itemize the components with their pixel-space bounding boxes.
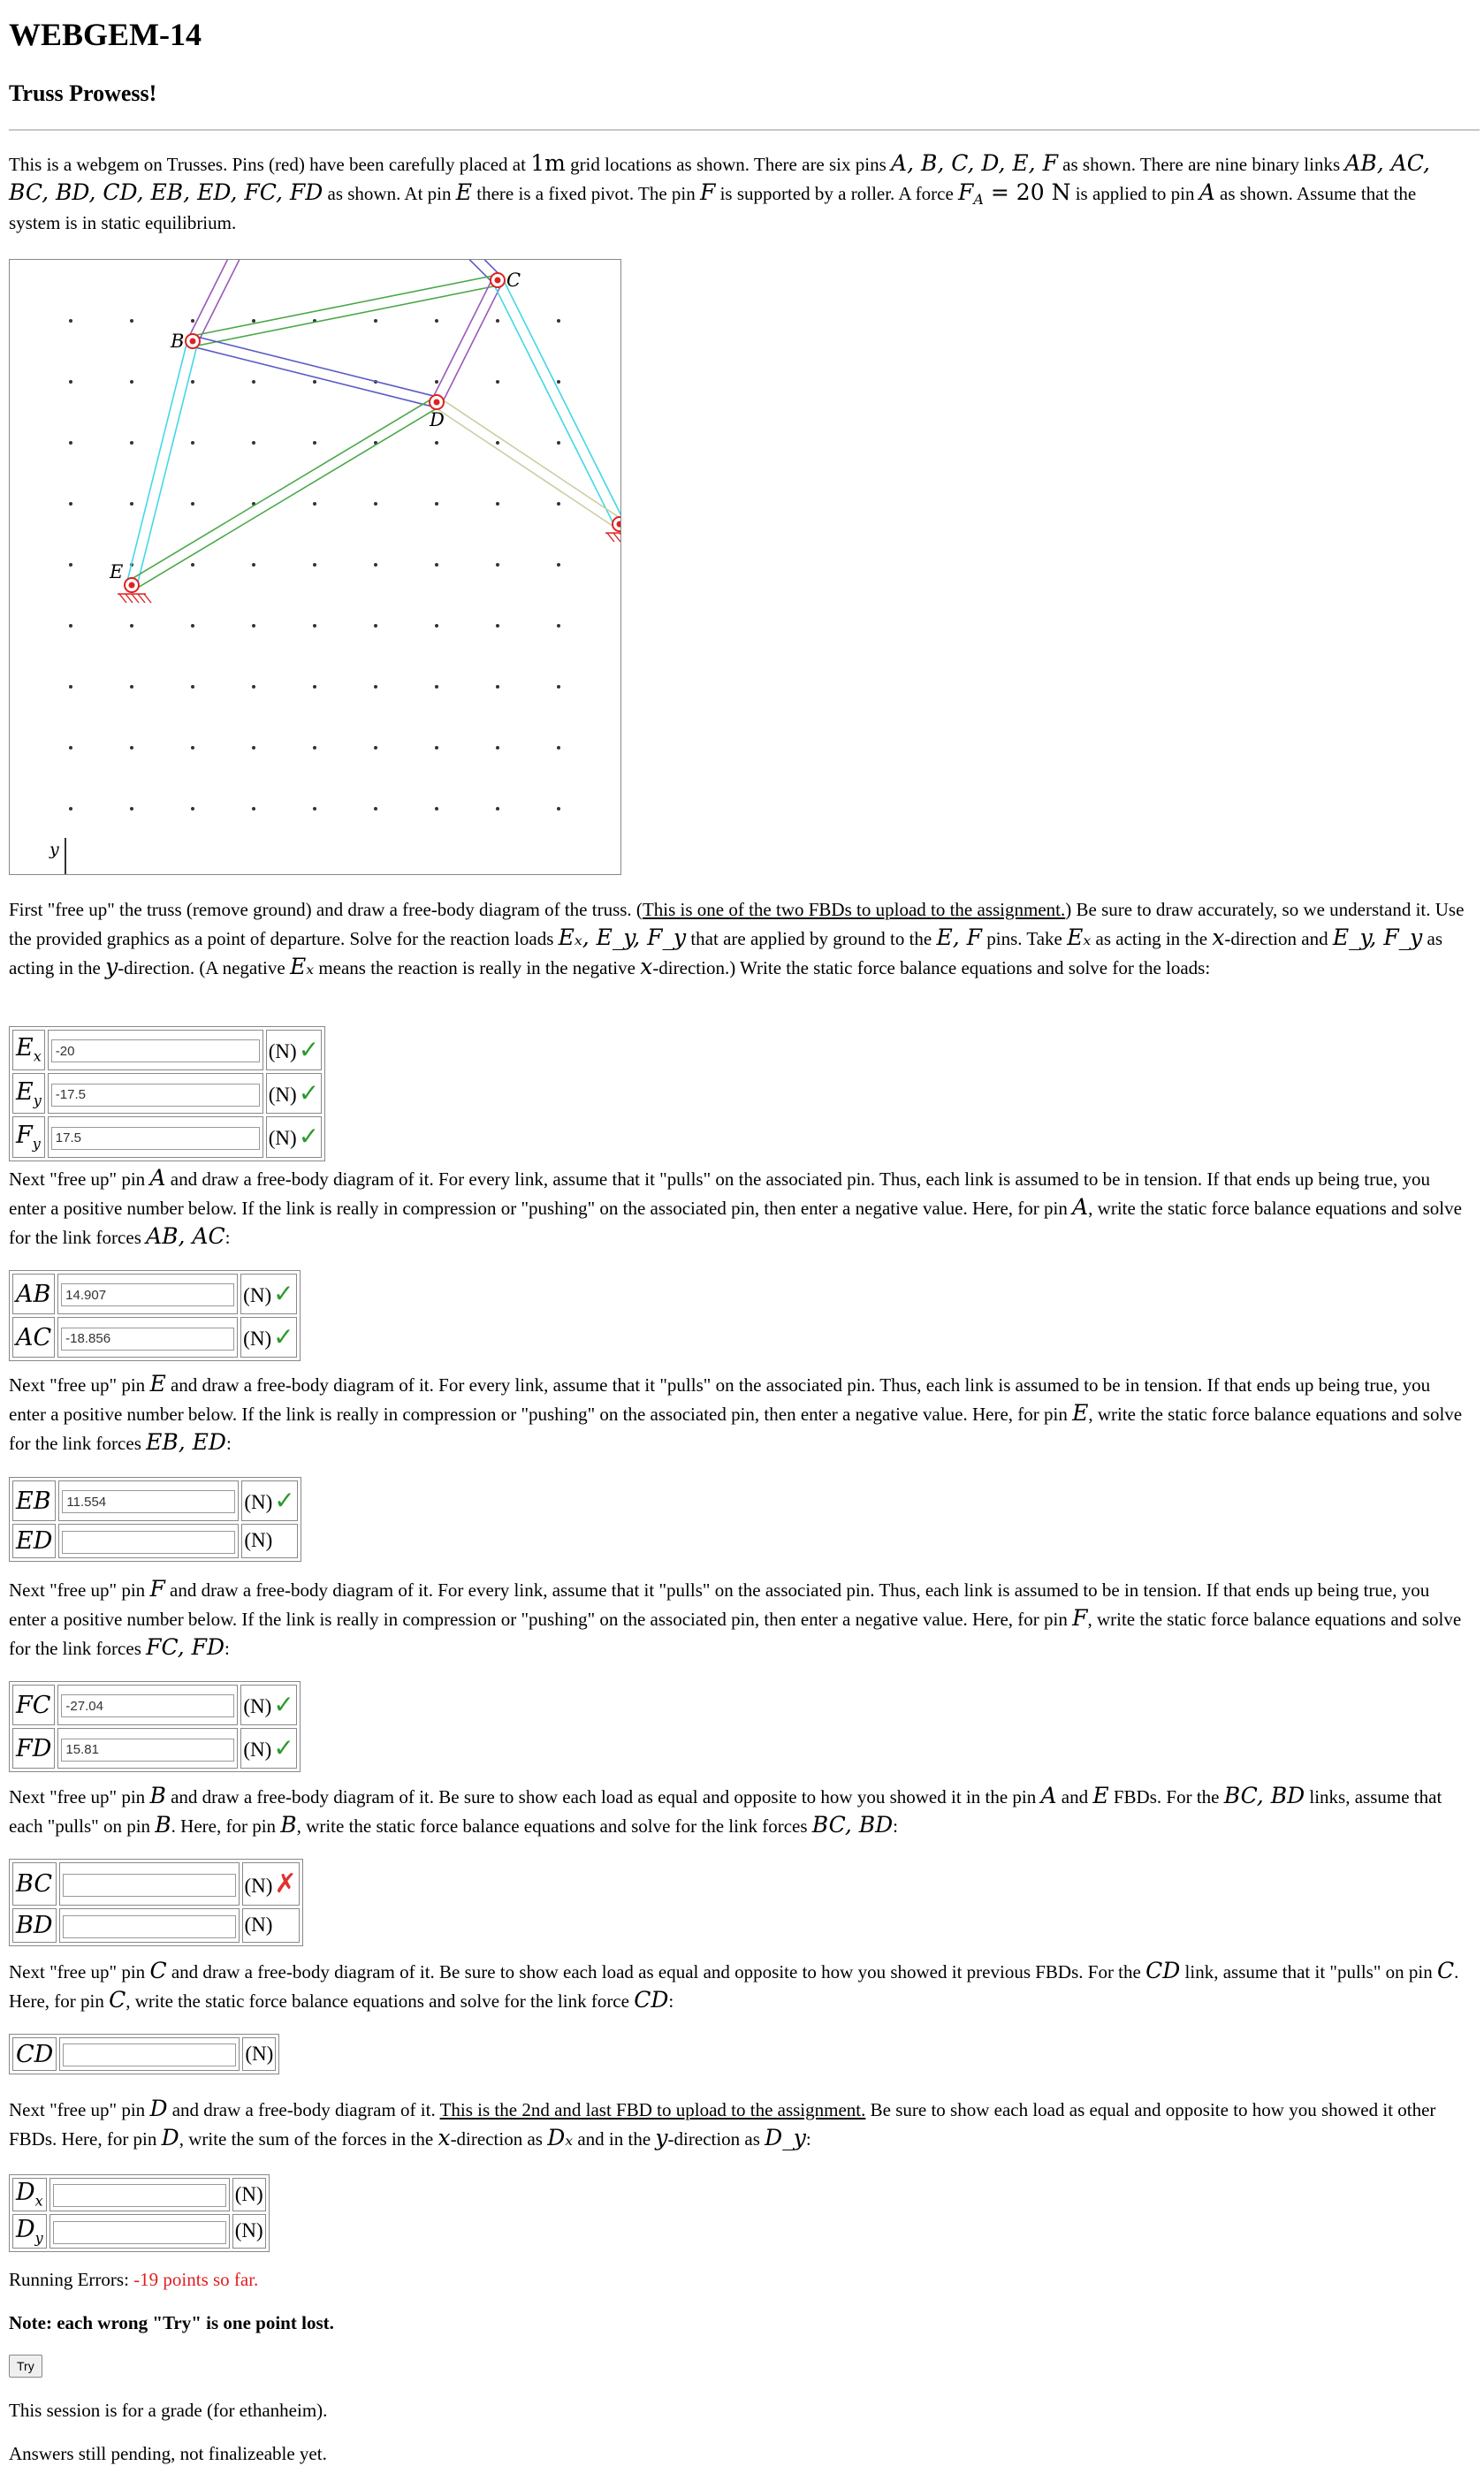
link-eb [126, 340, 187, 584]
link-fc [502, 278, 620, 521]
pivot-support-hatch [144, 594, 151, 603]
grid-dot [557, 563, 560, 567]
answer-input-cell [48, 1030, 263, 1070]
grid-dot [313, 441, 316, 445]
answer-input-fd[interactable] [61, 1739, 234, 1762]
intro-paragraph: This is a webgem on Trusses. Pins (red) have been carefully placed at 1m grid locations as shown. There are six pins A, B, C, D, E, F as shown. There are nine binary links AB, AC, BC, BD, CD, EB, ED, FC, FD as shown. At pin E there is a fixed pivot. The pin F is supported by a roller. A force $F_A = 20$ N is applied to pin A as shown. Assume that the system is in static equilibrium. [9, 150, 1430, 234]
grid-dot [557, 685, 560, 689]
roller-support-hatch [613, 533, 620, 542]
grid-dot [374, 624, 377, 628]
grid-dot [191, 441, 194, 445]
section5-instructions: Next "free up" pin B and draw a free-body diagram of it. Be sure to show each load as equal and opposite to how you showed it in the pin A and E FBDs. For the BC, BD links, assume that each "pulls" on pin B. Here, for pin B, write the static force balance equations and solve for the link forces BC, BD: [9, 1783, 1442, 1838]
grid-dot [557, 380, 560, 384]
cross-icon: ✗ [274, 1868, 297, 1899]
last-fbd-note-link: This is the 2nd and last FBD to upload to the assignment. [439, 2099, 866, 2120]
grid-dot [191, 563, 194, 567]
answer-row [12, 1073, 322, 1114]
grid-dot [374, 746, 377, 750]
answer-label: $E_y$ [12, 1073, 45, 1114]
link-fc [493, 283, 615, 527]
grid-dot [374, 319, 377, 323]
answer-row [12, 1480, 298, 1521]
grid-dot [313, 685, 316, 689]
check-icon: ✓ [273, 1690, 294, 1719]
divider [9, 129, 1480, 131]
grid-dot [130, 502, 133, 506]
answer-input-ey[interactable] [51, 1084, 260, 1107]
grid-dot [435, 441, 438, 445]
pivot-support-hatch [138, 594, 145, 603]
page-subtitle: Truss Prowess! [9, 80, 157, 106]
answer-row [12, 1317, 297, 1358]
answer-unit: (N)✓ [240, 1274, 296, 1314]
answer-input-fc[interactable] [61, 1694, 234, 1717]
answer-row [12, 1728, 297, 1769]
link-bc [194, 285, 498, 346]
grid-dot [435, 502, 438, 506]
pivot-support-hatch [132, 594, 139, 603]
pending-status: Answers still pending, not finalizeable yet. [9, 2443, 327, 2464]
answer-label: $D_y$ [12, 2214, 47, 2248]
grid-dot [191, 807, 194, 811]
answer-input-cell [57, 1274, 238, 1314]
answer-input-ed[interactable] [62, 1531, 235, 1554]
note-text: Note: each wrong "Try" is one point lost. [9, 2312, 334, 2333]
link-cd [441, 283, 502, 405]
answer-unit: (N) [232, 2214, 266, 2248]
grid-dot [557, 319, 560, 323]
answer-input-cell [57, 1728, 238, 1769]
answer-label: $E_x$ [12, 1030, 45, 1070]
answer-label: ED [12, 1524, 56, 1557]
grid-dot [496, 319, 499, 323]
grid-dot [191, 746, 194, 750]
check-icon: ✓ [273, 1733, 294, 1763]
grid-dot [435, 685, 438, 689]
pin-center-c [495, 278, 501, 284]
grid-dot [313, 380, 316, 384]
answer-input-fy[interactable] [51, 1127, 260, 1150]
grid-dot [252, 380, 255, 384]
grid-dot [130, 441, 133, 445]
check-icon: ✓ [274, 1486, 295, 1515]
pin-e-forces-table [9, 1477, 301, 1562]
running-errors: Running Errors: -19 points so far. [9, 2269, 259, 2290]
answer-input-cell [49, 2214, 230, 2248]
answer-label: BC [12, 1862, 57, 1906]
pin-label-b: B [171, 331, 185, 352]
answer-label: $D_x$ [12, 2178, 47, 2211]
pivot-support-hatch [119, 594, 126, 603]
answer-row [12, 1862, 300, 1906]
section3-instructions: Next "free up" pin E and draw a free-body diagram of it. For every link, assume that it "pulls" on the associated pin. Thus, each link is assumed to be in tension. If that ends up being true, you enter a positive number below. If the link is really in compression or "pushing" on the associated pin, then enter a negative value. Here, for pin E, write the static force balance equations and solve for the link forces EB, ED: [9, 1371, 1463, 1456]
grid-dot [496, 746, 499, 750]
grid-dot [557, 624, 560, 628]
grid-dot [252, 807, 255, 811]
grid-dot [374, 685, 377, 689]
truss-pins [125, 260, 620, 592]
answer-input-cell [48, 1116, 263, 1157]
answer-unit: (N)✓ [240, 1685, 296, 1725]
answer-label: $F_y$ [12, 1116, 45, 1157]
y-axis-label: y [49, 840, 59, 859]
answer-unit: (N) [241, 1524, 297, 1557]
try-button[interactable]: Try [9, 2355, 42, 2378]
grid-dot [435, 380, 438, 384]
grid-dot [130, 380, 133, 384]
check-icon: ✓ [273, 1279, 294, 1308]
grid-dot [69, 624, 72, 628]
grid-dot [313, 563, 316, 567]
answer-unit: (N) [242, 2037, 276, 2071]
grid-dot [191, 502, 194, 506]
answer-row [12, 1685, 297, 1725]
grid-dot [496, 685, 499, 689]
link-ed [129, 398, 434, 581]
answer-input-cell [48, 1073, 263, 1114]
answer-input-cell [58, 1480, 239, 1521]
grid-dot [374, 807, 377, 811]
grid-dot [435, 746, 438, 750]
grid-dot [496, 441, 499, 445]
grid-dot [130, 685, 133, 689]
answer-label: FD [12, 1728, 55, 1769]
pin-label-c: C [506, 270, 521, 291]
answer-row [12, 1524, 298, 1557]
grid-dot [130, 807, 133, 811]
grid-dot [435, 563, 438, 567]
answer-input-ex[interactable] [51, 1039, 260, 1062]
grid-dot [69, 563, 72, 567]
grid-dot [252, 563, 255, 567]
answer-input-bc[interactable] [63, 1874, 236, 1897]
answer-row [12, 2037, 276, 2071]
section2-instructions: Next "free up" pin A and draw a free-body diagram of it. For every link, assume that it "pulls" on the associated pin. Thus, each link is assumed to be in tension. If that ends up being true, you enter a positive number below. If the link is really in compression or "pushing" on the associated pin, then enter a negative value. Here, for pin A, write the static force balance equations and solve for the link forces AB, AC: [9, 1165, 1462, 1250]
grid-dot [496, 807, 499, 811]
check-icon: ✓ [298, 1035, 320, 1064]
answer-unit: (N)✓ [240, 1728, 296, 1769]
answer-input-dx[interactable] [53, 2184, 226, 2207]
answer-unit: (N)✓ [266, 1073, 322, 1114]
grid-dot [191, 319, 194, 323]
check-icon: ✓ [298, 1122, 320, 1152]
grid-dot [252, 624, 255, 628]
grid-dot [496, 502, 499, 506]
answer-input-cell [57, 1317, 238, 1358]
answer-label: BD [12, 1908, 57, 1942]
errors-value: -19 points so far. [133, 2269, 259, 2290]
grid-dot [252, 685, 255, 689]
truss-links [126, 260, 620, 590]
section1-instructions: First "free up" the truss (remove ground) and draw a free-body diagram of the truss. (This is one of the two FBDs to upload to the assignment.) Be sure to draw accurately, so we understand it. Use the provided graphics as a point of departure. Solve for the reaction loads Eₓ, E_y, F_y that are applied by ground to the E, F pins. Take Eₓ as acting in the x-direction and E_y, F_y as acting in the y-direction. (A negative Eₓ means the reaction is really in the negative x-direction.) Write the static force balance equations and solve for the loads: [9, 899, 1465, 980]
pin-d-forces-table [9, 2174, 270, 2252]
pin-f-forces-table [9, 1681, 301, 1772]
pin-label-e: E [110, 561, 124, 582]
link-eb [137, 342, 198, 586]
link-bd [194, 336, 438, 397]
answer-input-ac[interactable] [61, 1328, 234, 1351]
answer-label: AC [12, 1317, 55, 1358]
grid-dot [313, 502, 316, 506]
answer-row [12, 1274, 297, 1314]
answer-input-dy[interactable] [53, 2221, 226, 2244]
grid-dot [496, 624, 499, 628]
answer-label: EB [12, 1480, 56, 1521]
answer-input-cell [49, 2178, 230, 2211]
grid-dot [374, 563, 377, 567]
check-icon: ✓ [298, 1078, 320, 1108]
pin-b-forces-table [9, 1859, 303, 1946]
truss-labels [49, 260, 620, 874]
answer-label: CD [12, 2037, 57, 2071]
link-fd [434, 407, 617, 529]
answer-row [12, 1116, 322, 1157]
grid-dot [557, 441, 560, 445]
answer-unit: (N) [232, 2178, 266, 2211]
answer-row [12, 2214, 266, 2248]
grid-dot [69, 380, 72, 384]
grid-dot [435, 319, 438, 323]
grid-dot [252, 746, 255, 750]
grid-dot [374, 502, 377, 506]
pin-center-b [190, 339, 196, 345]
section6-instructions: Next "free up" pin C and draw a free-body diagram of it. Be sure to show each load as equal and opposite to how you showed it previous FBDs. For the CD link, assume that it "pulls" on pin C. Here, for pin C, write the static force balance equations and solve for the link force CD: [9, 1958, 1459, 2013]
answer-input-cell [59, 1862, 240, 1906]
grid-dot [69, 746, 72, 750]
answer-label: FC [12, 1685, 55, 1725]
grid-dot [496, 563, 499, 567]
answer-label: AB [12, 1274, 55, 1314]
grid-dot [496, 380, 499, 384]
roller-support-hatch [607, 533, 614, 542]
pin-a-forces-table [9, 1270, 301, 1361]
grid-dot [557, 807, 560, 811]
link-ed [134, 407, 439, 590]
grid-dot [69, 502, 72, 506]
grid-dot [69, 441, 72, 445]
grid-dot [69, 685, 72, 689]
answer-row [12, 2178, 266, 2211]
reaction-loads-table [9, 1026, 325, 1161]
grid-dot [557, 502, 560, 506]
truss-figure [9, 259, 621, 875]
session-info: This session is for a grade (for ethanheim). [9, 2400, 328, 2421]
link-bd [192, 346, 436, 407]
answer-input-bd[interactable] [63, 1915, 236, 1938]
grid-dot [191, 624, 194, 628]
answer-input-cell [59, 1908, 240, 1942]
link-cd [432, 278, 493, 400]
grid-dot [252, 319, 255, 323]
answer-row [12, 1030, 322, 1070]
answer-unit: (N)✓ [266, 1030, 322, 1070]
truss-diagram [10, 260, 620, 874]
grid-dot [313, 624, 316, 628]
grid-dot [313, 746, 316, 750]
grid-dot [435, 807, 438, 811]
answer-unit: (N)✗ [242, 1862, 300, 1906]
pin-center-e [129, 582, 135, 589]
answer-unit: (N)✓ [241, 1480, 297, 1521]
answer-unit: (N) [242, 1908, 300, 1942]
grid-dot [435, 624, 438, 628]
answer-input-ab[interactable] [61, 1283, 234, 1306]
page-title: WEBGEM-14 [9, 17, 202, 52]
grid-dot [130, 624, 133, 628]
answer-input-eb[interactable] [62, 1490, 235, 1513]
answer-unit: (N)✓ [266, 1116, 322, 1157]
grid-dot [130, 746, 133, 750]
answer-input-cd[interactable] [63, 2043, 236, 2066]
grid-dot [69, 319, 72, 323]
link-bc [192, 275, 497, 336]
answer-row [12, 1908, 300, 1942]
pin-label-d: D [430, 409, 445, 430]
grid-dot [313, 807, 316, 811]
answer-input-cell [57, 1685, 238, 1725]
grid-dot [191, 685, 194, 689]
grid-dot [191, 380, 194, 384]
link-ac [318, 260, 501, 277]
grid-dot [252, 441, 255, 445]
pivot-support-hatch [126, 594, 133, 603]
section7-instructions: Next "free up" pin D and draw a free-body diagram of it. This is the 2nd and last FBD to upload to the assignment. Be sure to show each load as equal and opposite to how you showed it other FBDs. Here, for pin D, write the sum of the forces in the x-direction as Dₓ and in the y-direction as D_y: [9, 2096, 1436, 2151]
answer-unit: (N)✓ [240, 1317, 296, 1358]
assignment-note-link: This is one of the two FBDs to upload to the assignment. [642, 899, 1066, 920]
section4-instructions: Next "free up" pin F and draw a free-body diagram of it. For every link, assume that it "pulls" on the associated pin. Thus, each link is assumed to be in tension. If that ends up being true, you enter a positive number below. If the link is really in compression or "pushing" on the associated pin, then enter a negative value. Here, for pin F, write the static force balance equations and solve for the link forces FC, FD: [9, 1576, 1462, 1661]
grid-dot [130, 319, 133, 323]
answer-input-cell [58, 1524, 239, 1557]
answer-input-cell [59, 2037, 240, 2071]
pin-c-forces-table [9, 2034, 279, 2074]
grid-dot [557, 746, 560, 750]
pin-center-d [434, 400, 440, 406]
check-icon: ✓ [273, 1322, 294, 1352]
grid-dot [69, 807, 72, 811]
